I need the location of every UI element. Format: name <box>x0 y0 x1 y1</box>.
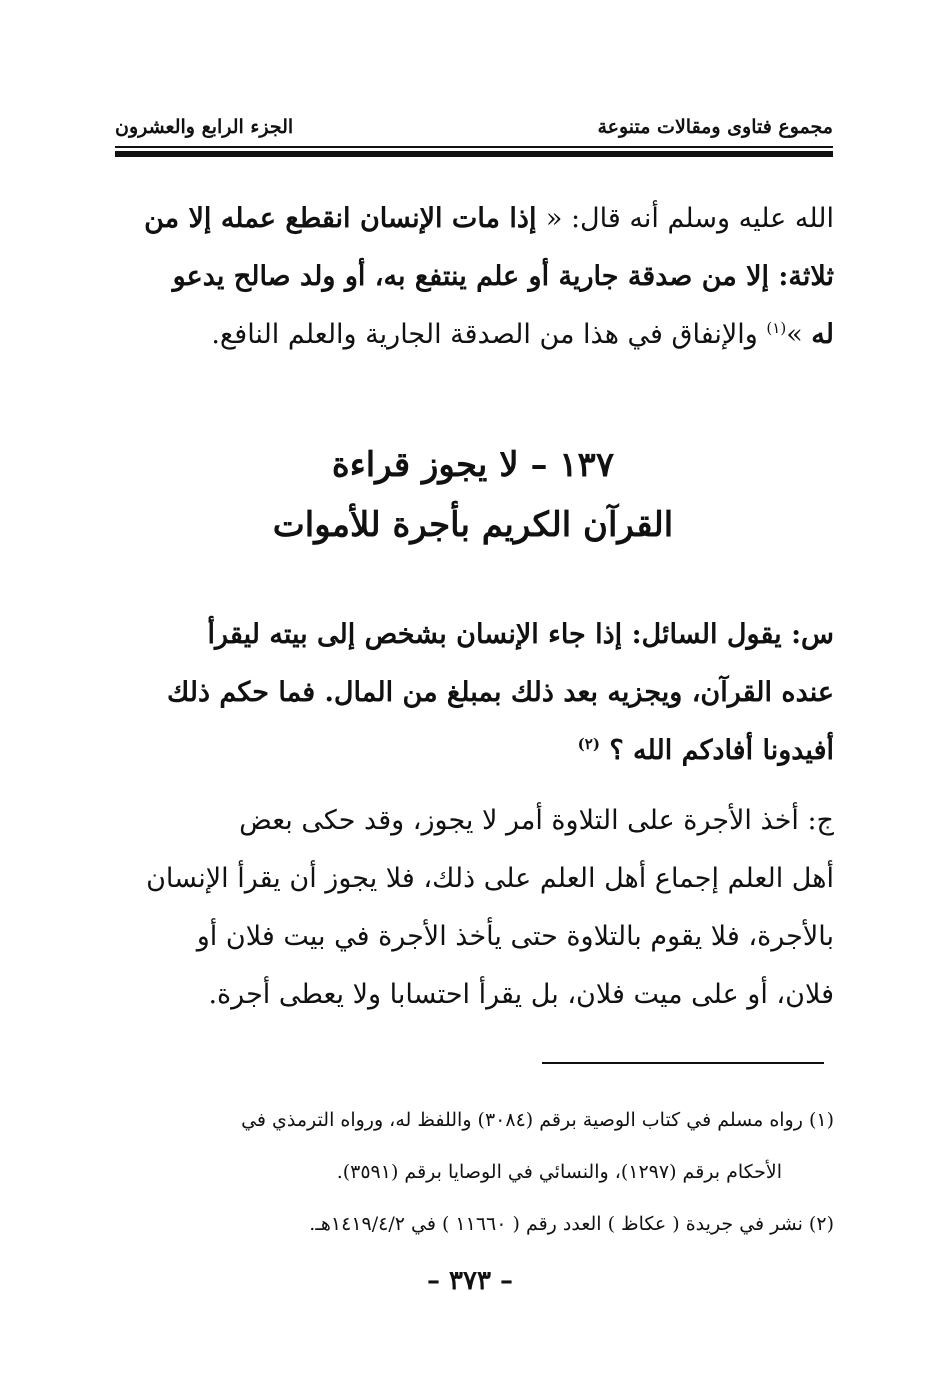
footnote-separator <box>542 1062 824 1064</box>
header-rule-thick <box>115 151 833 157</box>
answer-line-3: بالأجرة، فلا يقوم بالتلاوة حتى يأخذ الأجرة في بيت فلان أو <box>196 921 834 952</box>
header-volume: الجزء الرابع والعشرون <box>115 116 294 138</box>
fatwa-title-line-2: القرآن الكريم بأجرة للأموات <box>272 505 674 545</box>
intro-line-3-hadith: له <box>811 319 834 350</box>
footnote-2: (٢) نشر في جريدة ( عكاظ ) العدد رقم ( ١١٦٦٠ ) في ١٤١٩/٤/٢هـ. <box>309 1213 834 1235</box>
question-line-1: س: يقول السائل: إذا جاء الإنسان بشخص إلى بيته ليقرأ <box>207 619 834 650</box>
intro-line-3-quote: » <box>786 319 812 350</box>
intro-line-3-normal: والإنفاق في هذا من الصدقة الجارية والعلم النافع. <box>211 319 767 350</box>
intro-line-1 <box>112 190 834 248</box>
running-header <box>115 114 833 140</box>
header-rule-thin <box>115 146 833 148</box>
intro-line-2: ثلاثة: إلا من صدقة جارية أو علم ينتفع به، أو ولد صالح يدعو <box>172 261 834 292</box>
answer-line-1: ج: أخذ الأجرة على التلاوة أمر لا يجوز، وقد حكى بعض <box>239 805 834 836</box>
intro-line-3 <box>112 306 834 364</box>
intro-paragraph <box>112 190 834 364</box>
question-line-3 <box>112 722 834 780</box>
answer-line-4: فلان، أو على ميت فلان، بل يقرأ احتسابا ولا يعطى أجرة. <box>208 979 834 1010</box>
intro-line-1-hadith: إذا مات الإنسان انقطع عمله إلا من <box>144 203 546 234</box>
page-number: – ٣٧٣ – <box>426 1266 514 1296</box>
footnotes <box>112 1094 834 1250</box>
footnote-1-line-1: (١) رواه مسلم في كتاب الوصية برقم (٣٠٨٤) واللفظ له، ورواه الترمذي في <box>241 1109 834 1131</box>
question-line-2: عنده القرآن، ويجزيه بعد ذلك بمبلغ من المال. فما حكم ذلك <box>167 677 834 708</box>
footnote-ref-2: (٢) <box>577 735 600 753</box>
answer-paragraph <box>112 792 834 1024</box>
footnote-ref-1: (١) <box>766 319 787 337</box>
question-line-3-text: أفيدونا أفادكم الله ؟ <box>609 735 834 766</box>
intro-line-1-normal: الله عليه وسلم أنه قال: « <box>545 203 834 234</box>
header-book-title: مجموع فتاوى ومقالات متنوعة <box>597 116 833 138</box>
footnote-1-line-2: الأحكام برقم (١٢٩٧)، والنسائي في الوصايا برقم (٣٥٩١). <box>336 1161 782 1183</box>
answer-line-2: أهل العلم إجماع أهل العلم على ذلك، فلا يجوز أن يقرأ الإنسان <box>146 863 834 894</box>
fatwa-title-line-1: ١٣٧ – لا يجوز قراءة <box>331 445 615 485</box>
question-paragraph <box>112 606 834 780</box>
